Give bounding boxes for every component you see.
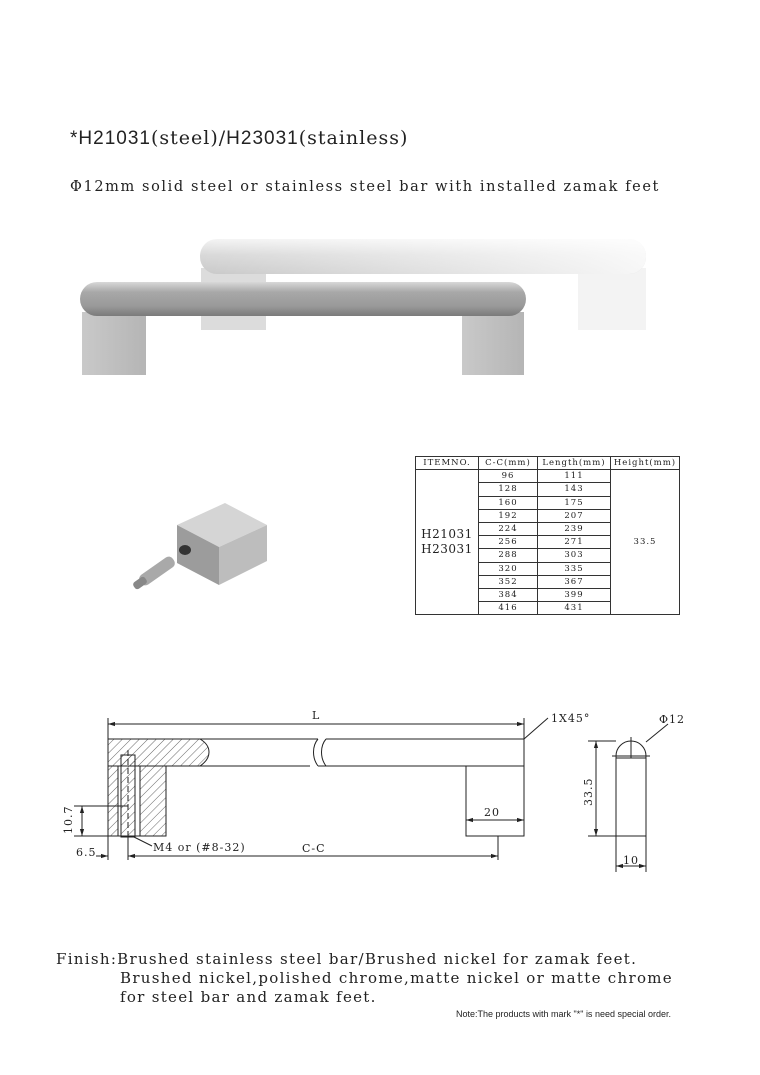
cc-cell: 256: [479, 536, 538, 549]
header-length: Length(mm): [538, 457, 611, 470]
thread-label: M4 or (#8-32): [153, 841, 246, 854]
finish-line: Finish:Brushed stainless steel bar/Brushed nickel for zamak feet.: [56, 950, 638, 968]
front-foot-right: [462, 312, 524, 375]
header-height: Height(mm): [611, 457, 680, 470]
item-code: H23031: [421, 542, 473, 557]
dim-cc-label: C-C: [302, 842, 326, 855]
finish-line: for steel bar and zamak feet.: [120, 988, 377, 1006]
dim-length-label: L: [312, 709, 321, 722]
height-cell: 33.5: [611, 470, 680, 615]
dim-offset-label: 6.5: [76, 846, 97, 859]
item-code: H21031: [421, 527, 473, 542]
cc-cell: 416: [479, 602, 538, 615]
zamak-foot-photo: [125, 495, 275, 605]
spec-table: [415, 456, 680, 615]
dim-height-label: 33.5: [582, 777, 595, 806]
cc-cell: 352: [479, 575, 538, 588]
steel-code: H21031: [78, 128, 151, 149]
cc-cell: 288: [479, 549, 538, 562]
header-item: ITEMNO.: [416, 457, 479, 470]
length-cell: 335: [538, 562, 611, 575]
length-cell: 367: [538, 575, 611, 588]
product-photo: [70, 232, 660, 382]
dim-chamfer-label: 1X45°: [551, 712, 591, 725]
dim-diameter-label: Φ12: [659, 713, 686, 726]
special-order-mark: *: [70, 128, 79, 149]
finish-description: [56, 950, 673, 1007]
cc-cell: 384: [479, 588, 538, 601]
length-cell: 143: [538, 483, 611, 496]
cc-cell: 160: [479, 496, 538, 509]
cc-cell: 192: [479, 509, 538, 522]
dim-hole-depth-label: 10.7: [62, 805, 75, 834]
item-codes-cell: [416, 470, 479, 615]
length-cell: 431: [538, 602, 611, 615]
length-cell: 239: [538, 522, 611, 535]
length-cell: 271: [538, 536, 611, 549]
length-cell: 111: [538, 470, 611, 483]
special-order-note: Note:The products with mark "*" is need special order.: [456, 1009, 671, 1019]
cc-cell: 320: [479, 562, 538, 575]
stainless-code: H23031: [226, 128, 299, 149]
length-cell: 175: [538, 496, 611, 509]
table-header-row: [416, 457, 680, 470]
back-foot-right: [578, 268, 646, 330]
length-cell: 303: [538, 549, 611, 562]
header-cc: C-C(mm): [479, 457, 538, 470]
stainless-label: (stainless): [298, 127, 409, 149]
cc-cell: 128: [479, 483, 538, 496]
product-title: [70, 127, 408, 150]
table-row: [416, 470, 680, 483]
front-foot-left: [82, 312, 146, 375]
cc-cell: 224: [479, 522, 538, 535]
dim-foot-width-label: 20: [484, 806, 500, 819]
front-bar: [80, 282, 526, 316]
length-cell: 399: [538, 588, 611, 601]
finish-line: Brushed nickel,polished chrome,matte nickel or matte chrome: [120, 969, 673, 987]
cc-cell: 96: [479, 470, 538, 483]
length-cell: 207: [538, 509, 611, 522]
steel-label: (steel)/: [150, 127, 227, 149]
product-description: Φ12mm solid steel or stainless steel bar with installed zamak feet: [70, 179, 660, 195]
dim-depth-label: 10: [623, 854, 639, 867]
technical-drawing: [0, 700, 760, 880]
